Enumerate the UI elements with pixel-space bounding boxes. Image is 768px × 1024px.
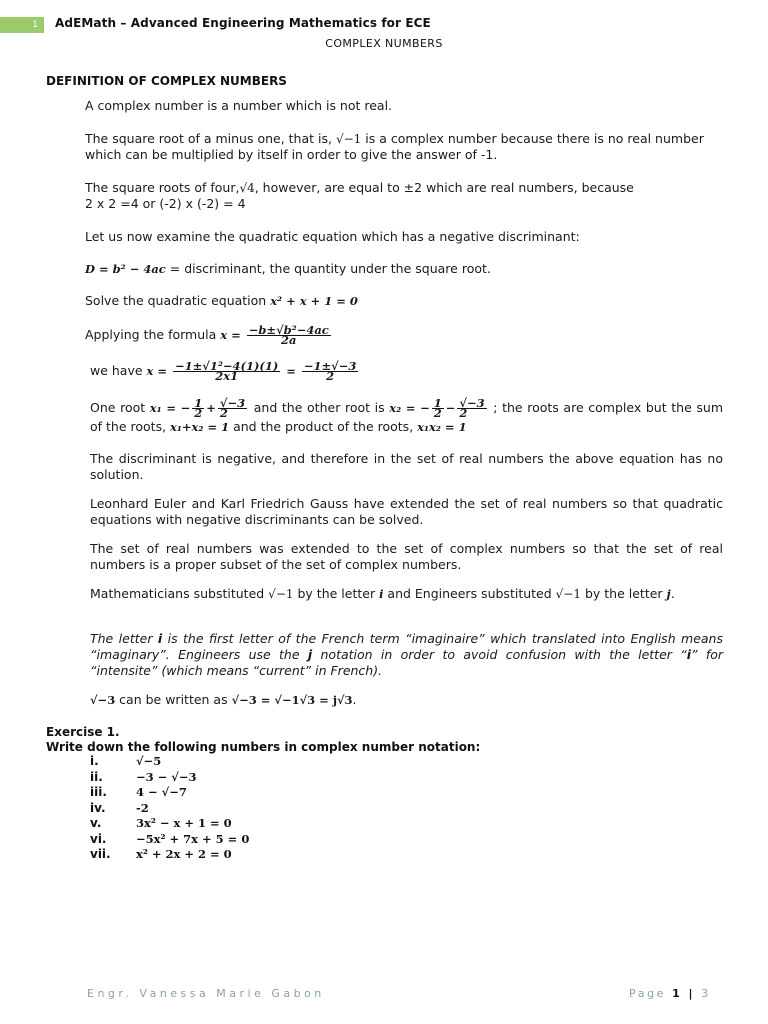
paragraph-substitution: we have x = $\frac{\text{−1±√1²−4(1)(1)}}{2x1}$ = $\frac{-1\pm√-3}{2}$ xyxy=(90,359,357,383)
math-quadratic: x² + x + 1 = 0 xyxy=(270,294,358,308)
paragraph-negative-discriminant: The discriminant is negative, and therefore in the set of real numbers the above equation has no solution. xyxy=(90,451,723,482)
exercise-list xyxy=(90,754,249,863)
document-subtitle: COMPLEX NUMBERS xyxy=(325,37,443,50)
exercise-item: ii. −3 − √−3 xyxy=(90,769,197,784)
section-heading: DEFINITION OF COMPLEX NUMBERS xyxy=(46,74,287,88)
math-simplified-formula: $\frac{-1\pm√-3}{2}$ xyxy=(303,359,357,383)
paragraph-solve: Solve the quadratic equation x² + x + 1 = 0 xyxy=(85,293,358,308)
math-quadratic-formula: $\frac{\text{−b±√b²−4ac}}{2a}$ xyxy=(248,323,329,347)
paragraph-examine: Let us now examine the quadratic equation which has a negative discriminant: xyxy=(85,229,580,244)
footer-page-number: Page 1 | 3 xyxy=(629,987,711,1000)
exercise-item: i. √−5 xyxy=(90,754,162,768)
paragraph-i-and-j: Mathematicians substituted √−1 by the letter i and Engineers substituted √−1 by the letter j. xyxy=(90,586,675,601)
paragraph-roots: One root x₁ = − $\frac{1}{2}$ + $\frac{√-3}{2}$ and the other root is x₂ = − $\frac{1}{2}$ − $\frac{√-3}{2}$ ; the roots are complex but the sum of the roots, x₁+x₂ = 1 and the product of the roots, x₁x₂ = 1 xyxy=(90,396,724,434)
page-number-badge: 1 xyxy=(0,17,44,33)
paragraph-square-root: The square root of a minus one, that is, √−1 is a complex number because there is no real number which can be multiplied by itself in order to give the answer of -1. xyxy=(85,131,704,162)
exercise-item: iv. -2 xyxy=(90,800,149,815)
paragraph-euler-gauss: Leonhard Euler and Karl Friedrich Gauss have extended the set of real numbers so that quadratic equations with negative discriminants can be solved. xyxy=(90,496,723,527)
exercise-item: vii. x² + 2x + 2 = 0 xyxy=(90,847,232,861)
paragraph-formula: Applying the formula x = $\frac{\text{−b±√b²−4ac}}{2a}$ xyxy=(85,323,329,347)
exercise-instruction: Write down the following numbers in complex number notation: xyxy=(46,740,481,754)
paragraph-discriminant: D = b² − 4ac = discriminant, the quantity under the square root. xyxy=(85,261,491,276)
exercise-item: vi. −5x² + 7x + 5 = 0 xyxy=(90,831,250,846)
exercise-item: v. 3x² − x + 1 = 0 xyxy=(90,816,232,830)
math-sqrt-minus-one: √−1 xyxy=(335,132,362,146)
paragraph-letter-origin: The letter i is the first letter of the French term “imaginaire” which translated into English means “imaginary”. Engineers use the j notation in order to avoid confusion with the letter “i” for “intensite” (which means “current” in French). xyxy=(90,631,724,678)
document-title: AdEMath – Advanced Engineering Mathematics for ECE xyxy=(55,16,431,30)
exercise-title: Exercise 1. xyxy=(46,725,120,739)
paragraph-roots-of-four: The square roots of four,√4, however, are equal to ±2 which are real numbers, because 2 x 2 =4 or (-2) x (-2) = 4 xyxy=(85,180,634,211)
footer-author: Engr. Vanessa Marie Gabon xyxy=(87,987,325,1000)
paragraph-definition: A complex number is a number which is not real. xyxy=(85,98,393,113)
math-substituted-formula: $\frac{\text{−1±√1²−4(1)(1)}}{2x1}$ xyxy=(175,359,279,383)
paragraph-example-sqrt: √−3 can be written as √−3 = √−1√3 = j√3. xyxy=(90,692,357,707)
math-sqrt-four: √4 xyxy=(239,181,255,195)
math-discriminant: D = b² − 4ac xyxy=(85,262,166,276)
exercise-item: iii. 4 − √−7 xyxy=(90,785,187,799)
paragraph-set-extension: The set of real numbers was extended to the set of complex numbers so that the set of real numbers is a proper subset of the set of complex numbers. xyxy=(90,541,723,572)
